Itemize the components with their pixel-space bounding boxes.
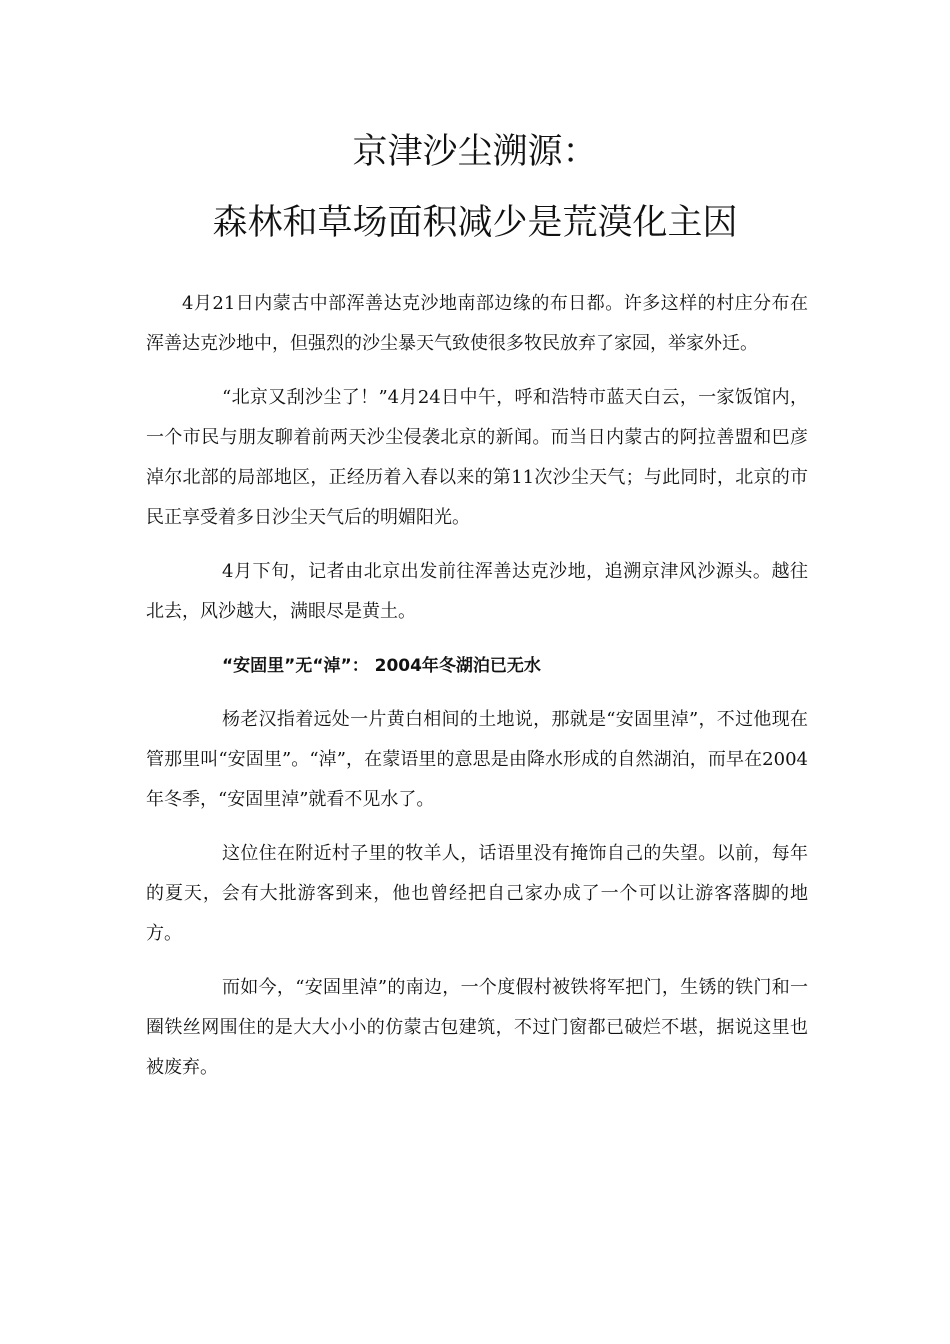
paragraph-4: 杨老汉指着远处一片黄白相间的土地说，那就是“安固里淖”，不过他现在管那里叫“安固里”。“淖”，在蒙语里的意思是由降水形成的自然湖泊，而早在2004年冬季，“安固里淖”就看不见水了。 <box>146 709 808 810</box>
document-body <box>146 284 808 1088</box>
paragraph-2: “北京又刮沙尘了！”4月24日中午，呼和浩特市蓝天白云，一家饭馆内，一个市民与朋友聊着前两天沙尘侵袭北京的新闻。而当日内蒙古的阿拉善盟和巴彦淖尔北部的局部地区，正经历着入春以来的第11次沙尘天气；与此同时，北京的市民正享受着多日沙尘天气后的明媚阳光。 <box>146 387 808 528</box>
section-subheading: “安固里”无“淖”： 2004年冬湖泊已无水 <box>222 656 541 676</box>
paragraph-3: 4月下旬，记者由北京出发前往浑善达克沙地，追溯京津风沙源头。越往北去，风沙越大，满眼尽是黄土。 <box>146 561 808 622</box>
paragraph-5: 这位住在附近村子里的牧羊人，话语里没有掩饰自己的失望。以前，每年的夏天，会有大批游客到来，他也曾经把自己家办成了一个可以让游客落脚的地方。 <box>146 843 808 944</box>
paragraph-6: 而如今，“安固里淖”的南边，一个度假村被铁将军把门，生锈的铁门和一圈铁丝网围住的是大大小小的仿蒙古包建筑，不过门窗都已破烂不堪，据说这里也被废弃。 <box>146 977 808 1078</box>
document-title-line2: 森林和草场面积减少是荒漠化主因 <box>212 203 738 243</box>
document-title-line1: 京津沙尘溯源： <box>352 132 598 172</box>
paragraph-1: 4月21日内蒙古中部浑善达克沙地南部边缘的布日都。许多这样的村庄分布在浑善达克沙地中，但强烈的沙尘暴天气致使很多牧民放弃了家园，举家外迁。 <box>146 293 808 354</box>
